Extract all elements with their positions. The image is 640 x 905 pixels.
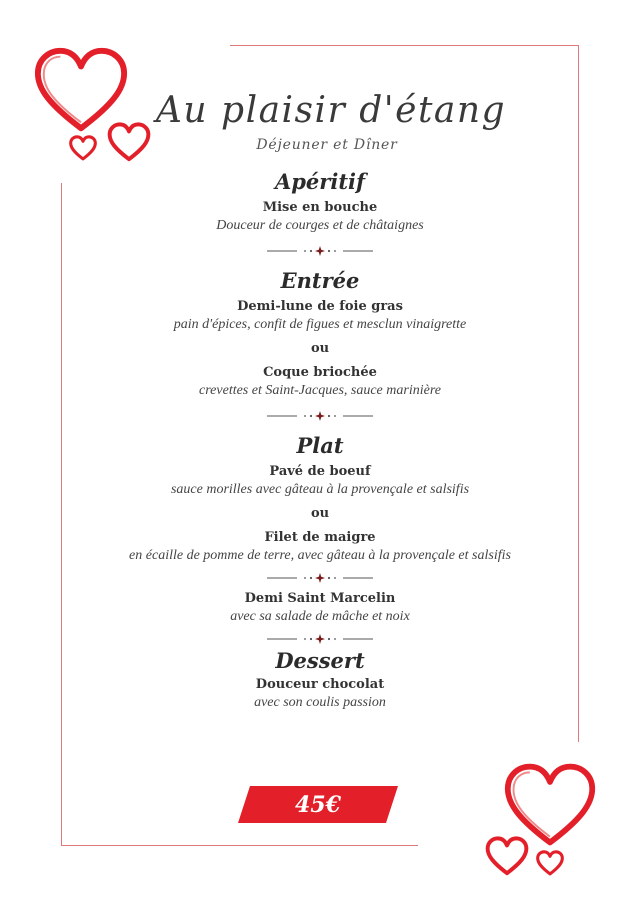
- ornament-divider-icon: [62, 244, 578, 258]
- dish-description: sauce morilles avec gâteau à la provençale et salsifis: [170, 482, 470, 497]
- heart-icon: [536, 850, 564, 876]
- ornament-divider-icon: [62, 571, 578, 585]
- section-title-dessert: Dessert: [275, 648, 365, 673]
- or-separator: ou: [310, 341, 330, 356]
- dish-name: Coque briochée: [263, 365, 377, 380]
- dish-name: Demi-lune de foie gras: [237, 299, 403, 314]
- dish-name: Filet de maigre: [264, 530, 376, 545]
- price-label: 45€: [295, 791, 341, 818]
- price-banner: [238, 786, 398, 823]
- dish-name: Pavé de boeuf: [269, 464, 371, 479]
- ornament-divider-icon: [62, 632, 578, 646]
- dish-name: Demi Saint Marcelin: [244, 591, 396, 606]
- dish-name: Douceur chocolat: [255, 677, 385, 692]
- frame-right-line: [578, 45, 579, 742]
- service-subtitle: Déjeuner et Dîner: [256, 137, 398, 153]
- section-title-plat: Plat: [296, 433, 344, 458]
- dish-name: Mise en bouche: [262, 200, 378, 215]
- dish-description: pain d'épices, confit de figues et mesclun vinaigrette: [173, 317, 467, 332]
- ornament-divider-icon: [62, 409, 578, 423]
- section-title-entree: Entrée: [280, 268, 360, 293]
- heart-icon: [485, 836, 529, 876]
- dish-description: avec sa salade de mâche et noix: [230, 609, 410, 624]
- menu-content: [62, 85, 578, 712]
- or-separator: ou: [310, 506, 330, 521]
- section-title-aperitif: Apéritif: [274, 169, 366, 194]
- frame-bottom-line: [61, 845, 418, 846]
- dish-description: avec son coulis passion: [254, 695, 386, 710]
- dish-description: crevettes et Saint-Jacques, sauce marinière: [199, 383, 441, 398]
- restaurant-title: Au plaisir d'étang: [155, 90, 507, 131]
- frame-top-line: [230, 45, 579, 46]
- dish-description: en écaille de pomme de terre, avec gâteau à la provençale et salsifis: [129, 548, 511, 563]
- dish-description: Douceur de courges et de châtaignes: [216, 218, 424, 233]
